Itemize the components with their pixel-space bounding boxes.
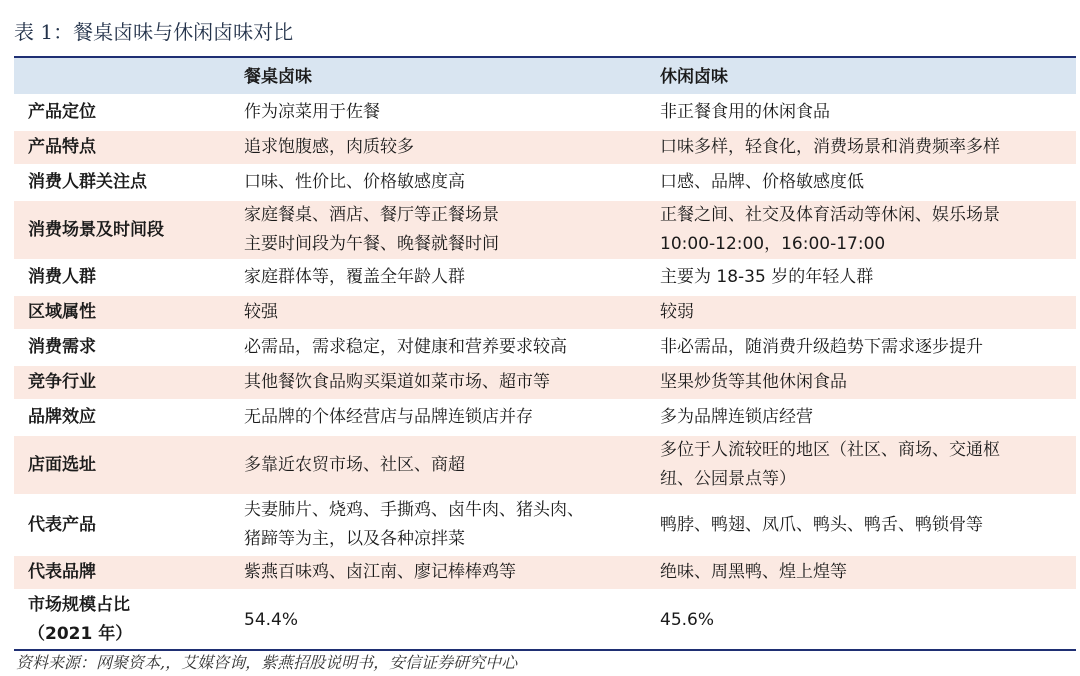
cell-line: 多位于人流较旺的地区（社区、商场、交通枢: [660, 440, 1000, 460]
cell-line: 猪蹄等为主，以及各种凉拌菜: [244, 529, 465, 549]
leisure-cell: 绝味、周黑鸭、煌上煌等: [642, 555, 1076, 590]
table-row: [14, 295, 1076, 330]
leisure-cell: 口感、品牌、价格敏感度低: [642, 165, 1076, 200]
table-row: [14, 130, 1076, 165]
cell-line: 家庭餐桌、酒店、餐厅等正餐场景: [244, 205, 499, 225]
dining-cell: 家庭群体等，覆盖全年龄人群: [226, 260, 642, 295]
dining-cell: 追求饱腹感，肉质较多: [226, 130, 642, 165]
dining-cell: 多靠近农贸市场、社区、商超: [226, 435, 642, 495]
table-row: [14, 200, 1076, 260]
header-leisure: 休闲卤味: [642, 58, 1076, 95]
row-label: 店面选址: [14, 435, 226, 495]
cell-line: 纽、公园景点等）: [660, 469, 796, 489]
header-dining-table: 餐桌卤味: [226, 58, 642, 95]
leisure-cell: 非正餐食用的休闲食品: [642, 95, 1076, 130]
row-label: 代表产品: [14, 495, 226, 555]
row-label: 区域属性: [14, 295, 226, 330]
leisure-cell: 坚果炒货等其他休闲食品: [642, 365, 1076, 400]
dining-cell: 紫燕百味鸡、卤江南、廖记棒棒鸡等: [226, 555, 642, 590]
dining-cell: [226, 200, 642, 260]
leisure-cell: [642, 200, 1076, 260]
comparison-table: [14, 56, 1076, 651]
cell-line: 主要时间段为午餐、晚餐就餐时间: [244, 234, 499, 254]
leisure-cell: 口味多样，轻食化，消费场景和消费频率多样: [642, 130, 1076, 165]
table-title: 表 1：餐桌卤味与休闲卤味对比: [14, 20, 294, 44]
table-row: [14, 365, 1076, 400]
table-row: [14, 400, 1076, 435]
leisure-cell: 主要为 18-35 岁的年轻人群: [642, 260, 1076, 295]
table-row: [14, 590, 1076, 649]
leisure-cell: 非必需品，随消费升级趋势下需求逐步提升: [642, 330, 1076, 365]
cell-line: 市场规模占比: [28, 595, 130, 615]
table-row: [14, 260, 1076, 295]
source-note: 资料来源：网聚资本,，艾媒咨询，紫燕招股说明书，安信证券研究中心: [16, 653, 518, 672]
dining-cell: [226, 495, 642, 555]
row-label: 消费人群关注点: [14, 165, 226, 200]
dining-cell: 口味、性价比、价格敏感度高: [226, 165, 642, 200]
dining-cell: 必需品，需求稳定，对健康和营养要求较高: [226, 330, 642, 365]
table-row: [14, 165, 1076, 200]
cell-line: 10:00-12:00，16:00-17:00: [660, 234, 886, 254]
leisure-cell: 45.6%: [660, 609, 715, 630]
table-row: [14, 95, 1076, 130]
table-row: [14, 330, 1076, 365]
dining-cell: 无品牌的个体经营店与品牌连锁店并存: [226, 400, 642, 435]
header-row: [14, 58, 1076, 95]
dining-cell: 较强: [226, 295, 642, 330]
table-row: [14, 495, 1076, 555]
leisure-cell: 鸭脖、鸭翅、凤爪、鸭头、鸭舌、鸭锁骨等: [642, 495, 1076, 555]
leisure-cell: [642, 435, 1076, 495]
dining-cell: 作为凉菜用于佐餐: [226, 95, 642, 130]
header-corner: [14, 58, 226, 95]
row-label: 产品特点: [14, 130, 226, 165]
row-label: 消费需求: [14, 330, 226, 365]
cell-line: （2021 年）: [28, 624, 133, 644]
table-row: [14, 435, 1076, 495]
leisure-cell: 较弱: [642, 295, 1076, 330]
dining-cell: 其他餐饮食品购买渠道如菜市场、超市等: [226, 365, 642, 400]
cell-line: 正餐之间、社交及体育活动等休闲、娱乐场景: [660, 205, 1000, 225]
cell-line: 夫妻肺片、烧鸡、手撕鸡、卤牛肉、猪头肉、: [244, 500, 584, 520]
row-label: 产品定位: [14, 95, 226, 130]
row-label: 消费人群: [14, 260, 226, 295]
row-label: 代表品牌: [14, 555, 226, 590]
row-label: 竞争行业: [14, 365, 226, 400]
row-label: 消费场景及时间段: [14, 200, 226, 260]
dining-cell: 54.4%: [244, 609, 299, 630]
row-label: [14, 590, 226, 649]
row-label: 品牌效应: [14, 400, 226, 435]
table-row: [14, 555, 1076, 590]
leisure-cell: 多为品牌连锁店经营: [642, 400, 1076, 435]
